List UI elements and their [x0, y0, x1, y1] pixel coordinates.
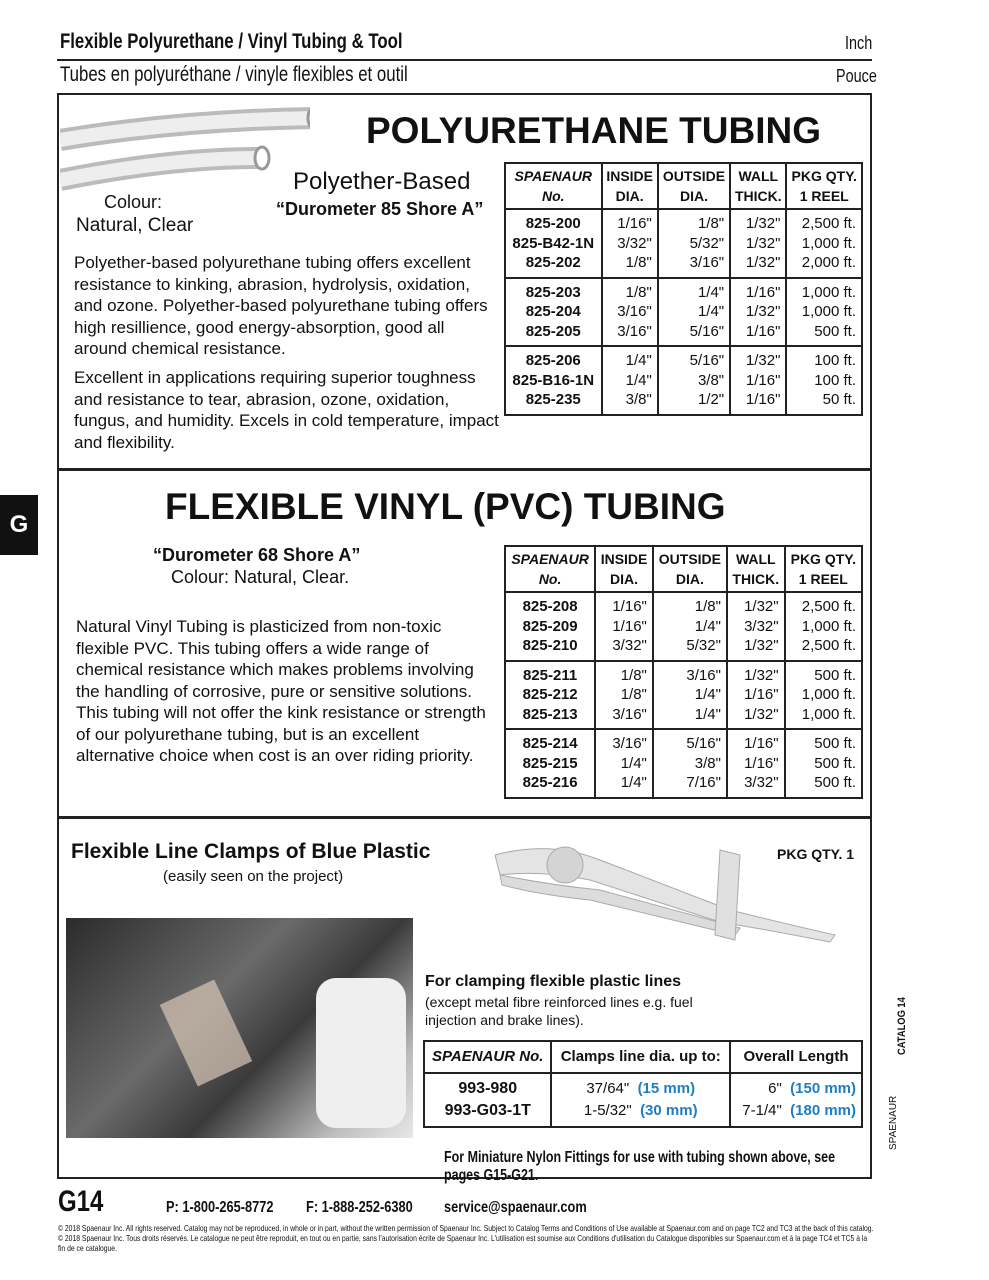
footer-legal: © 2018 Spaenaur Inc. All rights reserved. Catalog may not be reproduced, in whole or in part, without the written permission of Spaenaur Inc. Subject to Catalog Terms and Conditions of Use available at Spaenaur.com and on page TC2 and TC3 at the back of this catalog. © 2018 Spaenaur Inc. Tous droits réservés. Le catalogue ne peut être reproduit, en tout ou en partie, sans l'autorisation écrite de Spaenaur Inc. L'utilisation est soumise aux Conditions d'utilisation du Catalogue disponibles sur Spaenaur.com et à la page TC4 et TC5 à la fin de ce catalogue.: [58, 1223, 874, 1253]
side-catalog-label: CATALOG 14: [896, 997, 908, 1055]
table-cell: 500 ft.: [785, 773, 862, 798]
table-cell: 1/4": [595, 754, 653, 774]
table-row: [505, 729, 862, 754]
table-cell: 1,000 ft.: [785, 685, 862, 705]
table-cell: 1/4": [658, 302, 730, 322]
table-cell: 1/16": [727, 685, 785, 705]
table-cell: 3/8": [658, 371, 730, 391]
table-cell: 3/16": [595, 705, 653, 730]
footer-fax: F: 1-888-252-6380: [306, 1199, 413, 1216]
table-cell: 1/4": [602, 371, 658, 391]
polyurethane-applications: Excellent in applications requiring superior toughness and resistance to tear, abrasion, ozone, oxidation, fungus, and humidity. Excels in cold temperature, impact and flexibility.: [74, 368, 499, 452]
table-cell: 825-209: [522, 617, 578, 635]
table-row: [505, 773, 862, 798]
table-row: [505, 302, 862, 322]
column-header: OUTSIDE DIA.: [658, 163, 730, 209]
table-cell: 1/8": [595, 661, 653, 686]
table-cell: 1/8": [602, 278, 658, 303]
column-header: INSIDE DIA.: [595, 546, 653, 592]
column-header: SPAENAUR No.: [505, 546, 595, 592]
column-header: WALL THICK.: [727, 546, 785, 592]
table-row: [505, 636, 862, 661]
table-cell: 1,000 ft.: [786, 302, 862, 322]
section-tab: G: [0, 495, 38, 555]
table-cell: 1/8": [595, 685, 653, 705]
table-cell: 825-214: [522, 735, 578, 752]
table-cell: 3/32": [727, 773, 785, 798]
vinyl-durometer: “Durometer 68 Shore A”: [153, 545, 361, 565]
polyurethane-subtitle: Polyether-Based: [293, 168, 471, 195]
clamps-spec-table: [423, 1040, 863, 1128]
polyurethane-spec-table: [504, 162, 863, 416]
table-cell: 1,000 ft.: [786, 278, 862, 303]
polyurethane-description: Polyether-based polyurethane tubing offers excellent resistance to kinking, abrasion, hydrolysis, oxidation, and ozone. Polyether-based polyurethane tubing offers high resillience, good energy-absorption, good all around chemical resistance.: [74, 253, 488, 358]
table-row: [505, 234, 862, 254]
table-cell: 3/8": [602, 390, 658, 415]
clamps-use-title: For clamping flexible plastic lines: [425, 973, 682, 990]
table-cell: 2,500 ft.: [785, 636, 862, 661]
clamp-usage-photo: [66, 918, 413, 1138]
table-cell: 1/32": [727, 661, 785, 686]
header-title-en: Flexible Polyurethane / Vinyl Tubing & Tool: [60, 30, 403, 53]
table-row: [505, 592, 862, 617]
column-header: SPAENAUR No.: [505, 163, 602, 209]
table-cell: 1/4": [595, 773, 653, 798]
table-cell: 825-B16-1N: [512, 371, 595, 389]
column-header: Overall Length: [730, 1041, 862, 1073]
header-unit-en: Inch: [845, 33, 873, 53]
polyurethane-durometer: “Durometer 85 Shore A”: [276, 199, 484, 219]
column-header: WALL THICK.: [730, 163, 786, 209]
polyurethane-title: POLYURETHANE TUBING: [366, 110, 822, 151]
table-cell: 1/32": [730, 234, 786, 254]
table-cell: 1/8": [602, 253, 658, 278]
table-row: [505, 685, 862, 705]
table-cell: 5/16": [658, 346, 730, 371]
row-group: [505, 209, 862, 278]
column-header: INSIDE DIA.: [602, 163, 658, 209]
table-cell: 1/4": [658, 278, 730, 303]
clamps-pkg-qty: PKG QTY. 1: [777, 846, 855, 862]
vinyl-spec-table: [504, 545, 863, 799]
table-cell: 825-206: [525, 352, 581, 369]
table-cell: 825-B42-1N: [512, 234, 595, 252]
table-cell: 3/16": [602, 302, 658, 322]
table-cell: 3/32": [727, 617, 785, 637]
table-cell: 1/16": [727, 754, 785, 774]
vinyl-title: FLEXIBLE VINYL (PVC) TUBING: [165, 486, 726, 527]
clamps-subtitle: (easily seen on the project): [163, 868, 344, 885]
table-cell: 825-212: [522, 686, 578, 703]
table-cell: 825-216: [522, 774, 578, 791]
table-cell: 825-213: [522, 705, 578, 723]
table-cell: 825-215: [522, 754, 578, 772]
overall-length: 7-1/4" (180 mm): [730, 1100, 862, 1127]
table-cell: 825-202: [525, 254, 581, 271]
table-cell: 3/32": [595, 636, 653, 661]
row-group: [505, 592, 862, 661]
table-cell: 2,500 ft.: [785, 592, 862, 617]
table-row: [505, 322, 862, 347]
table-cell: 5/32": [653, 636, 727, 661]
table-cell: 1/32": [727, 592, 785, 617]
table-row: [505, 209, 862, 234]
table-row: [424, 1073, 862, 1100]
table-cell: 3/8": [653, 754, 727, 774]
clamp-diameter: 1-5/32" (30 mm): [551, 1100, 730, 1127]
table-cell: 825-208: [522, 598, 578, 615]
table-cell: 500 ft.: [785, 754, 862, 774]
header-unit-fr: Pouce: [836, 66, 877, 86]
table-cell: 825-204: [525, 303, 581, 320]
table-cell: 3/32": [602, 234, 658, 254]
table-cell: 5/16": [658, 322, 730, 347]
table-cell: 3/16": [595, 729, 653, 754]
table-row: [505, 253, 862, 278]
table-cell: 5/16": [653, 729, 727, 754]
clamp-image: [490, 840, 845, 945]
overall-length: 6" (150 mm): [730, 1073, 862, 1100]
clamps-title: Flexible Line Clamps of Blue Plastic: [71, 840, 431, 863]
part-number: 993-980: [458, 1080, 518, 1097]
table-cell: 1/32": [730, 209, 786, 234]
table-cell: 825-203: [525, 283, 581, 301]
table-row: [505, 754, 862, 774]
column-header: PKG QTY. 1 REEL: [786, 163, 862, 209]
table-cell: 1/4": [653, 705, 727, 730]
column-header: SPAENAUR No.: [424, 1041, 551, 1073]
part-number: 993-G03-1T: [444, 1102, 531, 1119]
colour-label: Colour:: [104, 192, 163, 212]
clamp-diameter: 37/64" (15 mm): [551, 1073, 730, 1100]
table-cell: 3/16": [602, 322, 658, 347]
table-cell: 1/4": [653, 685, 727, 705]
table-cell: 825-210: [522, 637, 578, 654]
table-cell: 500 ft.: [785, 661, 862, 686]
table-cell: 1/8": [653, 592, 727, 617]
table-row: [505, 346, 862, 371]
table-cell: 500 ft.: [786, 322, 862, 347]
fittings-note: For Miniature Nylon Fittings for use with tubing shown above, see pages G15-G21.: [444, 1149, 836, 1184]
table-row: [505, 617, 862, 637]
row-group: [505, 278, 862, 347]
footer-email[interactable]: service@spaenaur.com: [444, 1199, 587, 1216]
table-cell: 825-235: [525, 391, 581, 408]
table-cell: 3/16": [658, 253, 730, 278]
table-row: [505, 371, 862, 391]
table-cell: 1/16": [730, 278, 786, 303]
row-group: [505, 661, 862, 730]
clamps-use-note: (except metal fibre reinforced lines e.g. fuel injection and brake lines).: [425, 994, 693, 1028]
section-divider: [57, 468, 872, 471]
vinyl-colour: Colour: Natural, Clear.: [171, 567, 350, 587]
section-divider: [57, 816, 872, 819]
colour-value: Natural, Clear: [76, 215, 194, 236]
table-cell: 5/32": [658, 234, 730, 254]
table-row: [505, 390, 862, 415]
table-cell: 1/16": [595, 592, 653, 617]
table-cell: 1/2": [658, 390, 730, 415]
table-cell: 1,000 ft.: [786, 234, 862, 254]
row-group: [505, 346, 862, 415]
table-cell: 1/16": [730, 371, 786, 391]
table-cell: 1/4": [602, 346, 658, 371]
table-row: [505, 278, 862, 303]
table-cell: 500 ft.: [785, 729, 862, 754]
table-row: [424, 1100, 862, 1127]
table-cell: 50 ft.: [786, 390, 862, 415]
table-cell: 1/4": [653, 617, 727, 637]
column-header: OUTSIDE DIA.: [653, 546, 727, 592]
table-cell: 1/32": [730, 253, 786, 278]
table-row: [505, 661, 862, 686]
table-cell: 1/8": [658, 209, 730, 234]
column-header: PKG QTY. 1 REEL: [785, 546, 862, 592]
table-cell: 3/16": [653, 661, 727, 686]
table-cell: 825-200: [525, 215, 581, 232]
header-rule: [57, 59, 872, 61]
vinyl-description: Natural Vinyl Tubing is plasticized from non-toxic flexible PVC. This tubing offers a wide range of chemical resistance which makes problems involving the handling of corrosive, pure or sensitive solutions. This tubing will not offer the kink resistance or strength of our polyurethane tubing, but is an excellent alternative choice when cost is an over riding priority.: [76, 617, 486, 765]
table-cell: 2,000 ft.: [786, 253, 862, 278]
column-header: Clamps line dia. up to:: [551, 1041, 730, 1073]
table-cell: 100 ft.: [786, 371, 862, 391]
tubing-image: [60, 100, 310, 195]
table-cell: 1,000 ft.: [785, 705, 862, 730]
table-cell: 100 ft.: [786, 346, 862, 371]
table-cell: 1/16": [727, 729, 785, 754]
table-cell: 825-205: [525, 322, 581, 340]
table-cell: 7/16": [653, 773, 727, 798]
header-title-fr: Tubes en polyuréthane / vinyle flexibles et outil: [60, 63, 408, 86]
table-cell: 1/16": [730, 390, 786, 415]
table-cell: 1/32": [730, 346, 786, 371]
table-cell: 2,500 ft.: [786, 209, 862, 234]
table-cell: 1/32": [730, 302, 786, 322]
table-cell: 1/32": [727, 636, 785, 661]
table-row: [505, 705, 862, 730]
table-cell: 1/32": [727, 705, 785, 730]
side-brand-label: SPAENAUR: [888, 1095, 899, 1150]
table-cell: 1/16": [730, 322, 786, 347]
table-cell: 1/16": [602, 209, 658, 234]
table-cell: 825-211: [522, 666, 578, 684]
row-group: [505, 729, 862, 798]
table-cell: 1,000 ft.: [785, 617, 862, 637]
footer-phone: P: 1-800-265-8772: [166, 1199, 274, 1216]
table-cell: 1/16": [595, 617, 653, 637]
page-number: G14: [58, 1185, 104, 1218]
